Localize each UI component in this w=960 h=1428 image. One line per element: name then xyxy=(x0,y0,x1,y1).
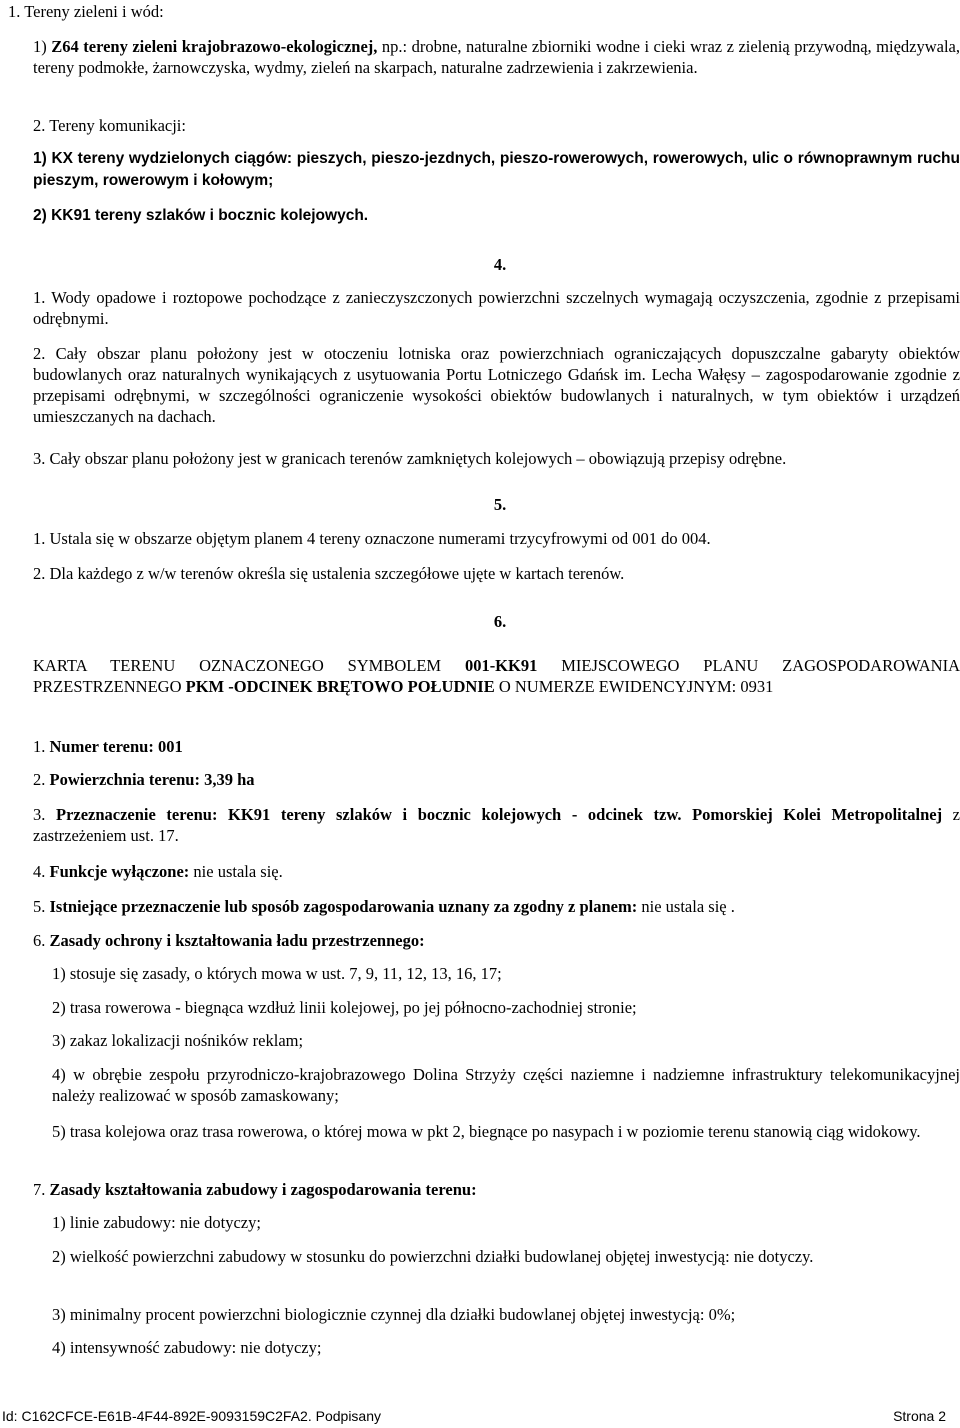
item-z64: 1) Z64 tereny zieleni krajobrazowo-ekologicznej, np.: drobne, naturalne zbiorniki wodne i cieki wraz z zielenią przywodną, międzywala, tereny podmokłe, żarnowczyska, wydmy, zieleń na skarpach, naturalne zadrzewienia i zakrzewienia. xyxy=(33,37,960,77)
card-item-6-sub-4: 4) w obrębie zespołu przyrodniczo-krajobrazowego Dolina Strzyży części naziemne i nadziemne infrastruktury telekomunikacyjnej należy realizować w sposób zamaskowany; xyxy=(52,1065,960,1105)
item-kx: 1) KX tereny wydzielonych ciągów: pieszych, pieszo-jezdnych, pieszo-rowerowych, rowerowych, ulic o równoprawnym ruchu pieszym, rowerowym i kołowym; xyxy=(33,150,960,189)
sec4-point-1: 1. Wody opadowe i roztopowe pochodzące z zanieczyszczonych powierzchni szczelnych wymagają oczyszczenia, zgodnie z przepisami odrębnymi. xyxy=(33,288,960,328)
card-item-6-sub-3: 3) zakaz lokalizacji nośników reklam; xyxy=(52,1031,304,1050)
section-terrain-communication-title: 2. Tereny komunikacji: xyxy=(33,116,186,135)
sec5-point-2: 2. Dla każdego z w/w terenów określa się ustalenia szczegółowe ujęte w kartach terenów. xyxy=(33,564,625,583)
card-item-7-sub-4: 4) intensywność zabudowy: nie dotyczy; xyxy=(52,1338,322,1357)
card-item-7-sub-2: 2) wielkość powierzchni zabudowy w stosunku do powierzchni działki budowlanej objętej inwestycją: nie dotyczy. xyxy=(52,1247,814,1266)
section-terrain-green-title: 1. Tereny zieleni i wód: xyxy=(8,2,164,21)
card-item-3: 3. Przeznaczenie terenu: KK91 tereny szlaków i bocznic kolejowych - odcinek tzw. Pomorskiej Kolei Metropolitalnej z zastrzeżeniem ust. 17. xyxy=(33,805,960,845)
card-item-6: 6. Zasady ochrony i kształtowania ładu przestrzennego: xyxy=(33,931,425,950)
terrain-card-title: KARTA TERENU OZNACZONEGO SYMBOLEM 001-KK91 MIEJSCOWEGO PLANU ZAGOSPODAROWANIA PRZESTRZENNEGO PKM -ODCINEK BRĘTOWO POŁUDNIE O NUMERZE EWIDENCYJNYM: 0931 xyxy=(33,656,960,696)
card-item-6-sub-2: 2) trasa rowerowa - biegnąca wzdłuż linii kolejowej, po jej północno-zachodniej stronie; xyxy=(52,998,637,1017)
card-item-6-sub-1: 1) stosuje się zasady, o których mowa w ust. 7, 9, 11, 12, 13, 16, 17; xyxy=(52,964,502,983)
card-item-6-sub-5: 5) trasa kolejowa oraz trasa rowerowa, o której mowa w pkt 2, biegnące po nasypach i w poziomie terenu stanowią ciąg widokowy. xyxy=(52,1122,921,1141)
paragraph-5-heading: 5. xyxy=(493,495,507,514)
sec4-point-3: 3. Cały obszar planu położony jest w granicach terenów zamkniętych kolejowych – obowiązują przepisy odrębne. xyxy=(33,449,787,468)
item-z64-symbol: Z64 tereny zieleni krajobrazowo-ekologicznej, xyxy=(51,37,378,56)
card-item-7-sub-3: 3) minimalny procent powierzchni biologicznie czynnej dla działki budowlanej objętej inwestycją: 0%; xyxy=(52,1305,736,1324)
paragraph-6-heading: 6. xyxy=(493,612,507,631)
paragraph-4-heading: 4. xyxy=(493,255,507,274)
document-id: Id: C162CFCE-E61B-4F44-892E-9093159C2FA2. Podpisany xyxy=(2,1408,381,1424)
sec5-point-1: 1. Ustala się w obszarze objętym planem 4 tereny oznaczone numerami trzycyfrowymi od 001 do 004. xyxy=(33,529,711,548)
card-item-2: 2. Powierzchnia terenu: 3,39 ha xyxy=(33,770,255,789)
card-item-7: 7. Zasady kształtowania zabudowy i zagospodarowania terenu: xyxy=(33,1180,477,1199)
card-item-4: 4. Funkcje wyłączone: nie ustala się. xyxy=(33,862,283,881)
sec4-point-2: 2. Cały obszar planu położony jest w otoczeniu lotniska oraz powierzchniach ograniczających dopuszczalne gabaryty obiektów budowlanych oraz naturalnych wynikających z usytuowania Portu Lotniczego Gdańsk im. Lecha Wałęsy – zagospodarowanie zgodnie z przepisami odrębnymi, w szczególności ograniczenie wysokości obiektów budowlanych i naturalnych, w tym obiektów i urządzeń umieszczanych na dachach. xyxy=(33,344,960,426)
card-item-7-sub-1: 1) linie zabudowy: nie dotyczy; xyxy=(52,1213,261,1232)
page-number: Strona 2 xyxy=(893,1408,946,1424)
card-item-5: 5. Istniejące przeznaczenie lub sposób zagospodarowania uznany za zgodny z planem: nie ustala się . xyxy=(33,897,735,916)
card-item-1: 1. Numer terenu: 001 xyxy=(33,737,183,756)
item-kk91: 2) KK91 tereny szlaków i bocznic kolejowych. xyxy=(33,207,369,224)
